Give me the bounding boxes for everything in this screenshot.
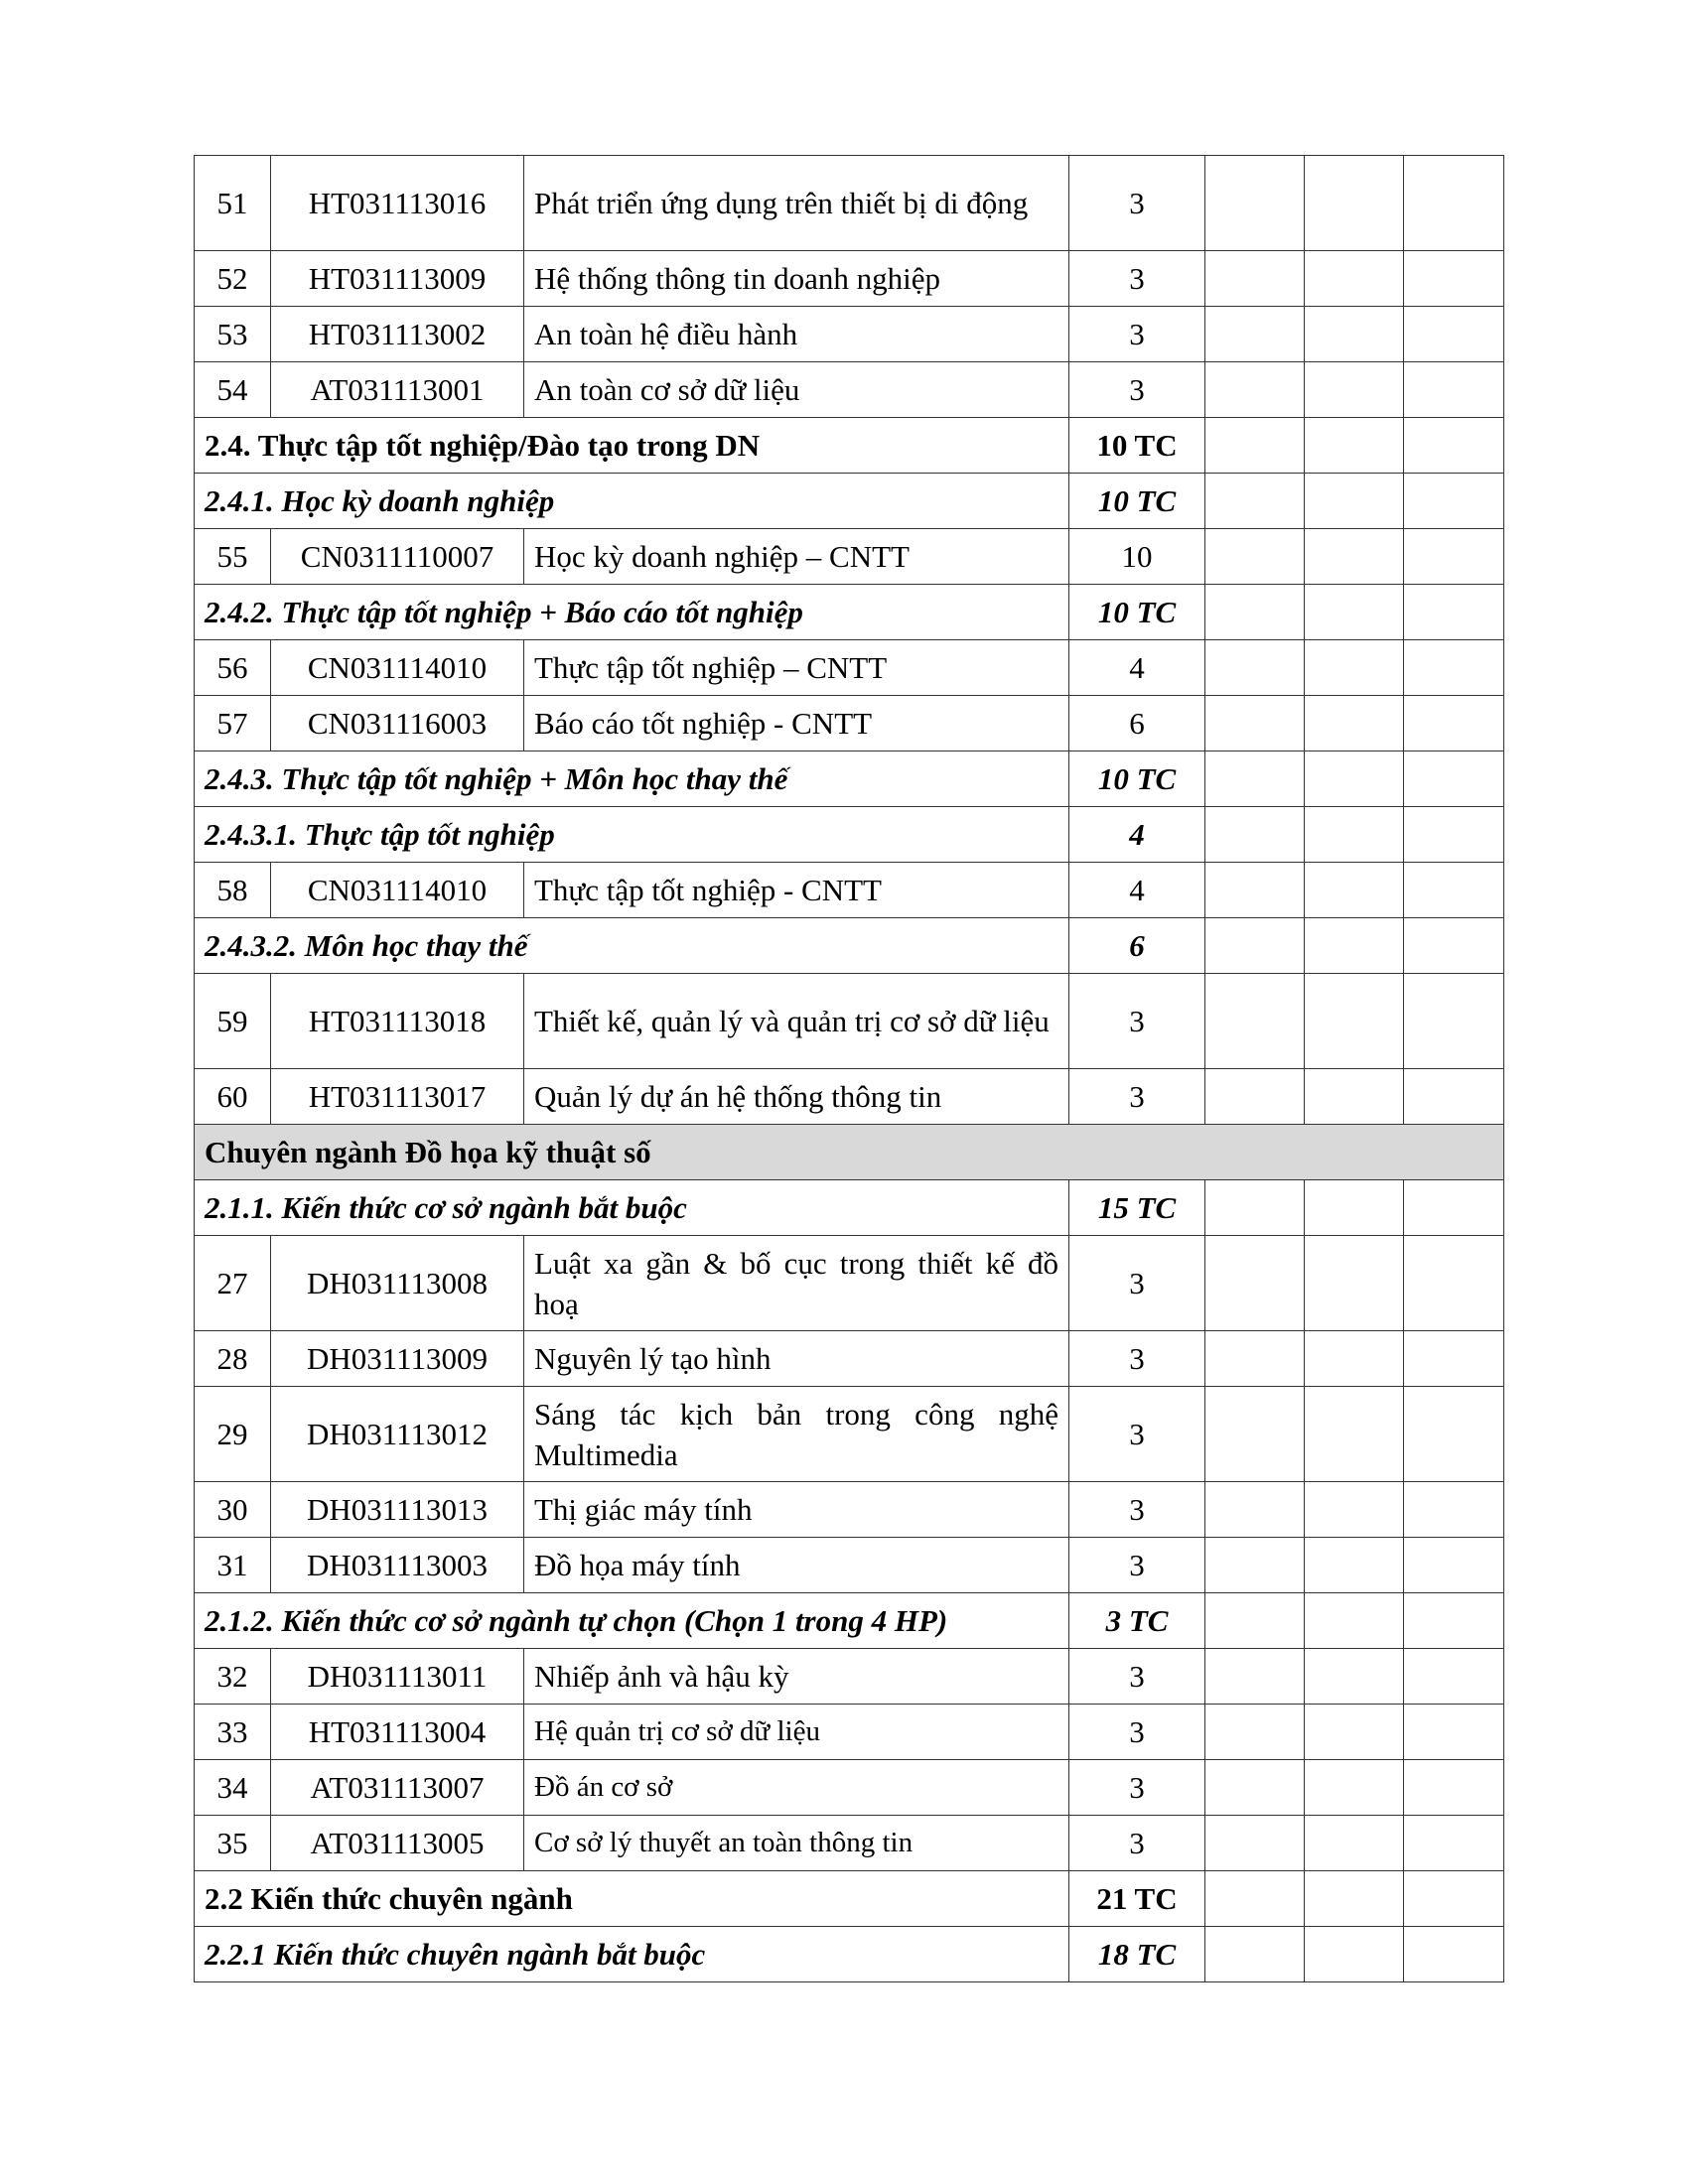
- section-title: 2.4.3. Thực tập tốt nghiệp + Môn học thay thế: [195, 751, 1069, 807]
- course-credits: 3: [1069, 1760, 1205, 1816]
- course-credits: 3: [1069, 1331, 1205, 1387]
- section-row: [195, 918, 1504, 974]
- empty-cell: [1305, 640, 1404, 696]
- section-title: 2.1.2. Kiến thức cơ sở ngành tự chọn (Chọn 1 trong 4 HP): [195, 1593, 1069, 1649]
- empty-cell: [1404, 1482, 1504, 1538]
- course-row: [195, 1705, 1504, 1760]
- section-credits: 4: [1069, 807, 1205, 863]
- empty-cell: [1305, 1705, 1404, 1760]
- empty-cell: [1404, 1871, 1504, 1927]
- course-code: HT031113004: [271, 1705, 524, 1760]
- course-name: Báo cáo tốt nghiệp - CNTT: [524, 696, 1069, 751]
- course-number: 52: [195, 251, 271, 307]
- course-name: Thị giác máy tính: [524, 1482, 1069, 1538]
- course-number: 29: [195, 1387, 271, 1482]
- empty-cell: [1205, 1538, 1305, 1593]
- course-name: Thực tập tốt nghiệp - CNTT: [524, 863, 1069, 918]
- curriculum-table: [194, 155, 1504, 1982]
- empty-cell: [1205, 1387, 1305, 1482]
- course-credits: 3: [1069, 1069, 1205, 1125]
- empty-cell: [1404, 418, 1504, 474]
- section-credits: 3 TC: [1069, 1593, 1205, 1649]
- course-name: Đồ án cơ sở: [524, 1760, 1069, 1816]
- course-name: Đồ họa máy tính: [524, 1538, 1069, 1593]
- course-name: Sáng tác kịch bản trong công nghệ Multimedia: [524, 1387, 1069, 1482]
- section-row: [195, 807, 1504, 863]
- course-row: [195, 863, 1504, 918]
- empty-cell: [1305, 1387, 1404, 1482]
- empty-cell: [1205, 807, 1305, 863]
- course-row: [195, 974, 1504, 1069]
- course-credits: 4: [1069, 863, 1205, 918]
- course-code: AT031113005: [271, 1816, 524, 1871]
- section-title: 2.1.1. Kiến thức cơ sở ngành bắt buộc: [195, 1180, 1069, 1236]
- course-name: Hệ quản trị cơ sở dữ liệu: [524, 1705, 1069, 1760]
- course-number: 27: [195, 1236, 271, 1331]
- course-number: 28: [195, 1331, 271, 1387]
- empty-cell: [1404, 307, 1504, 362]
- empty-cell: [1305, 418, 1404, 474]
- empty-cell: [1305, 1927, 1404, 1982]
- section-credits: 10 TC: [1069, 418, 1205, 474]
- section-row: [195, 418, 1504, 474]
- section-row: [195, 474, 1504, 529]
- section-credits: 6: [1069, 918, 1205, 974]
- course-code: DH031113008: [271, 1236, 524, 1331]
- course-credits: 3: [1069, 1387, 1205, 1482]
- empty-cell: [1205, 1649, 1305, 1705]
- empty-cell: [1205, 1236, 1305, 1331]
- course-name: An toàn cơ sở dữ liệu: [524, 362, 1069, 418]
- section-title: 2.2 Kiến thức chuyên ngành: [195, 1871, 1069, 1927]
- empty-cell: [1205, 1069, 1305, 1125]
- course-number: 33: [195, 1705, 271, 1760]
- empty-cell: [1205, 1331, 1305, 1387]
- empty-cell: [1404, 1180, 1504, 1236]
- course-credits: 6: [1069, 696, 1205, 751]
- empty-cell: [1205, 307, 1305, 362]
- course-row: [195, 696, 1504, 751]
- empty-cell: [1305, 1816, 1404, 1871]
- course-number: 56: [195, 640, 271, 696]
- course-code: CN031114010: [271, 863, 524, 918]
- empty-cell: [1404, 1705, 1504, 1760]
- section-row: [195, 585, 1504, 640]
- course-number: 58: [195, 863, 271, 918]
- section-row: [195, 1871, 1504, 1927]
- course-name: Quản lý dự án hệ thống thông tin: [524, 1069, 1069, 1125]
- course-row: [195, 529, 1504, 585]
- section-title: 2.4.2. Thực tập tốt nghiệp + Báo cáo tốt nghiệp: [195, 585, 1069, 640]
- course-credits: 3: [1069, 1482, 1205, 1538]
- course-credits: 3: [1069, 974, 1205, 1069]
- empty-cell: [1205, 1816, 1305, 1871]
- empty-cell: [1404, 474, 1504, 529]
- empty-cell: [1404, 696, 1504, 751]
- empty-cell: [1205, 1760, 1305, 1816]
- empty-cell: [1305, 1069, 1404, 1125]
- course-code: DH031113013: [271, 1482, 524, 1538]
- empty-cell: [1305, 1649, 1404, 1705]
- course-row: [195, 1331, 1504, 1387]
- empty-cell: [1404, 1816, 1504, 1871]
- empty-cell: [1205, 1593, 1305, 1649]
- major-header-row: [195, 1125, 1504, 1180]
- empty-cell: [1404, 974, 1504, 1069]
- empty-cell: [1404, 251, 1504, 307]
- course-name: An toàn hệ điều hành: [524, 307, 1069, 362]
- empty-cell: [1305, 1593, 1404, 1649]
- section-credits: 15 TC: [1069, 1180, 1205, 1236]
- empty-cell: [1305, 1482, 1404, 1538]
- course-credits: 3: [1069, 362, 1205, 418]
- empty-cell: [1305, 1180, 1404, 1236]
- empty-cell: [1205, 640, 1305, 696]
- empty-cell: [1205, 251, 1305, 307]
- section-credits: 10 TC: [1069, 585, 1205, 640]
- empty-cell: [1404, 1387, 1504, 1482]
- section-row: [195, 1180, 1504, 1236]
- empty-cell: [1205, 1871, 1305, 1927]
- section-credits: 21 TC: [1069, 1871, 1205, 1927]
- course-row: [195, 251, 1504, 307]
- course-name: Phát triển ứng dụng trên thiết bị di động: [524, 156, 1069, 251]
- empty-cell: [1404, 585, 1504, 640]
- major-title: Chuyên ngành Đồ họa kỹ thuật số: [195, 1125, 1504, 1180]
- empty-cell: [1205, 1180, 1305, 1236]
- course-number: 35: [195, 1816, 271, 1871]
- course-code: CN0311110007: [271, 529, 524, 585]
- course-row: [195, 362, 1504, 418]
- course-row: [195, 1816, 1504, 1871]
- course-number: 53: [195, 307, 271, 362]
- course-row: [195, 1387, 1504, 1482]
- section-title: 2.4. Thực tập tốt nghiệp/Đào tạo trong DN: [195, 418, 1069, 474]
- empty-cell: [1404, 918, 1504, 974]
- course-code: HT031113002: [271, 307, 524, 362]
- course-name: Hệ thống thông tin doanh nghiệp: [524, 251, 1069, 307]
- course-code: DH031113003: [271, 1538, 524, 1593]
- empty-cell: [1404, 1538, 1504, 1593]
- empty-cell: [1205, 974, 1305, 1069]
- section-row: [195, 751, 1504, 807]
- empty-cell: [1205, 474, 1305, 529]
- course-credits: 10: [1069, 529, 1205, 585]
- empty-cell: [1205, 1482, 1305, 1538]
- empty-cell: [1305, 251, 1404, 307]
- course-code: DH031113011: [271, 1649, 524, 1705]
- empty-cell: [1404, 1069, 1504, 1125]
- empty-cell: [1404, 640, 1504, 696]
- course-code: HT031113016: [271, 156, 524, 251]
- course-row: [195, 1482, 1504, 1538]
- course-row: [195, 307, 1504, 362]
- empty-cell: [1404, 1927, 1504, 1982]
- course-code: CN031116003: [271, 696, 524, 751]
- course-code: AT031113001: [271, 362, 524, 418]
- course-row: [195, 1236, 1504, 1331]
- section-title: 2.4.1. Học kỳ doanh nghiệp: [195, 474, 1069, 529]
- empty-cell: [1205, 918, 1305, 974]
- course-number: 34: [195, 1760, 271, 1816]
- course-credits: 3: [1069, 1538, 1205, 1593]
- empty-cell: [1404, 529, 1504, 585]
- empty-cell: [1305, 362, 1404, 418]
- empty-cell: [1305, 156, 1404, 251]
- course-name: Luật xa gần & bố cục trong thiết kế đồ hoạ: [524, 1236, 1069, 1331]
- course-credits: 3: [1069, 1649, 1205, 1705]
- empty-cell: [1305, 1236, 1404, 1331]
- empty-cell: [1205, 1705, 1305, 1760]
- section-row: [195, 1593, 1504, 1649]
- empty-cell: [1404, 1593, 1504, 1649]
- empty-cell: [1404, 807, 1504, 863]
- empty-cell: [1305, 807, 1404, 863]
- course-name: Nhiếp ảnh và hậu kỳ: [524, 1649, 1069, 1705]
- course-number: 55: [195, 529, 271, 585]
- course-number: 30: [195, 1482, 271, 1538]
- course-code: HT031113017: [271, 1069, 524, 1125]
- empty-cell: [1305, 307, 1404, 362]
- course-row: [195, 1538, 1504, 1593]
- course-row: [195, 640, 1504, 696]
- course-credits: 3: [1069, 1236, 1205, 1331]
- empty-cell: [1404, 362, 1504, 418]
- course-credits: 3: [1069, 1816, 1205, 1871]
- course-name: Nguyên lý tạo hình: [524, 1331, 1069, 1387]
- course-number: 54: [195, 362, 271, 418]
- empty-cell: [1205, 156, 1305, 251]
- empty-cell: [1205, 1927, 1305, 1982]
- empty-cell: [1404, 156, 1504, 251]
- course-credits: 3: [1069, 307, 1205, 362]
- course-credits: 4: [1069, 640, 1205, 696]
- course-number: 32: [195, 1649, 271, 1705]
- course-name: Thực tập tốt nghiệp – CNTT: [524, 640, 1069, 696]
- course-code: CN031114010: [271, 640, 524, 696]
- empty-cell: [1305, 1760, 1404, 1816]
- course-number: 31: [195, 1538, 271, 1593]
- course-name: Học kỳ doanh nghiệp – CNTT: [524, 529, 1069, 585]
- empty-cell: [1305, 474, 1404, 529]
- section-credits: 18 TC: [1069, 1927, 1205, 1982]
- empty-cell: [1205, 362, 1305, 418]
- course-name: Cơ sở lý thuyết an toàn thông tin: [524, 1816, 1069, 1871]
- course-code: DH031113009: [271, 1331, 524, 1387]
- empty-cell: [1305, 585, 1404, 640]
- empty-cell: [1305, 696, 1404, 751]
- course-row: [195, 1069, 1504, 1125]
- section-title: 2.4.3.2. Môn học thay thế: [195, 918, 1069, 974]
- empty-cell: [1404, 751, 1504, 807]
- empty-cell: [1305, 1331, 1404, 1387]
- empty-cell: [1305, 751, 1404, 807]
- course-number: 51: [195, 156, 271, 251]
- section-credits: 10 TC: [1069, 751, 1205, 807]
- course-credits: 3: [1069, 251, 1205, 307]
- section-credits: 10 TC: [1069, 474, 1205, 529]
- section-title: 2.4.3.1. Thực tập tốt nghiệp: [195, 807, 1069, 863]
- empty-cell: [1404, 1649, 1504, 1705]
- empty-cell: [1205, 751, 1305, 807]
- empty-cell: [1305, 529, 1404, 585]
- empty-cell: [1205, 585, 1305, 640]
- empty-cell: [1305, 918, 1404, 974]
- course-credits: 3: [1069, 1705, 1205, 1760]
- empty-cell: [1404, 1331, 1504, 1387]
- course-name: Thiết kế, quản lý và quản trị cơ sở dữ liệu: [524, 974, 1069, 1069]
- course-row: [195, 1649, 1504, 1705]
- course-code: HT031113018: [271, 974, 524, 1069]
- empty-cell: [1404, 1760, 1504, 1816]
- course-number: 57: [195, 696, 271, 751]
- empty-cell: [1404, 863, 1504, 918]
- section-row: [195, 1927, 1504, 1982]
- empty-cell: [1404, 1236, 1504, 1331]
- empty-cell: [1305, 1538, 1404, 1593]
- course-number: 59: [195, 974, 271, 1069]
- empty-cell: [1205, 418, 1305, 474]
- empty-cell: [1305, 863, 1404, 918]
- course-code: DH031113012: [271, 1387, 524, 1482]
- empty-cell: [1205, 863, 1305, 918]
- course-credits: 3: [1069, 156, 1205, 251]
- course-row: [195, 156, 1504, 251]
- section-title: 2.2.1 Kiến thức chuyên ngành bắt buộc: [195, 1927, 1069, 1982]
- empty-cell: [1205, 529, 1305, 585]
- empty-cell: [1305, 974, 1404, 1069]
- empty-cell: [1205, 696, 1305, 751]
- course-number: 60: [195, 1069, 271, 1125]
- course-code: HT031113009: [271, 251, 524, 307]
- course-code: AT031113007: [271, 1760, 524, 1816]
- empty-cell: [1305, 1871, 1404, 1927]
- course-row: [195, 1760, 1504, 1816]
